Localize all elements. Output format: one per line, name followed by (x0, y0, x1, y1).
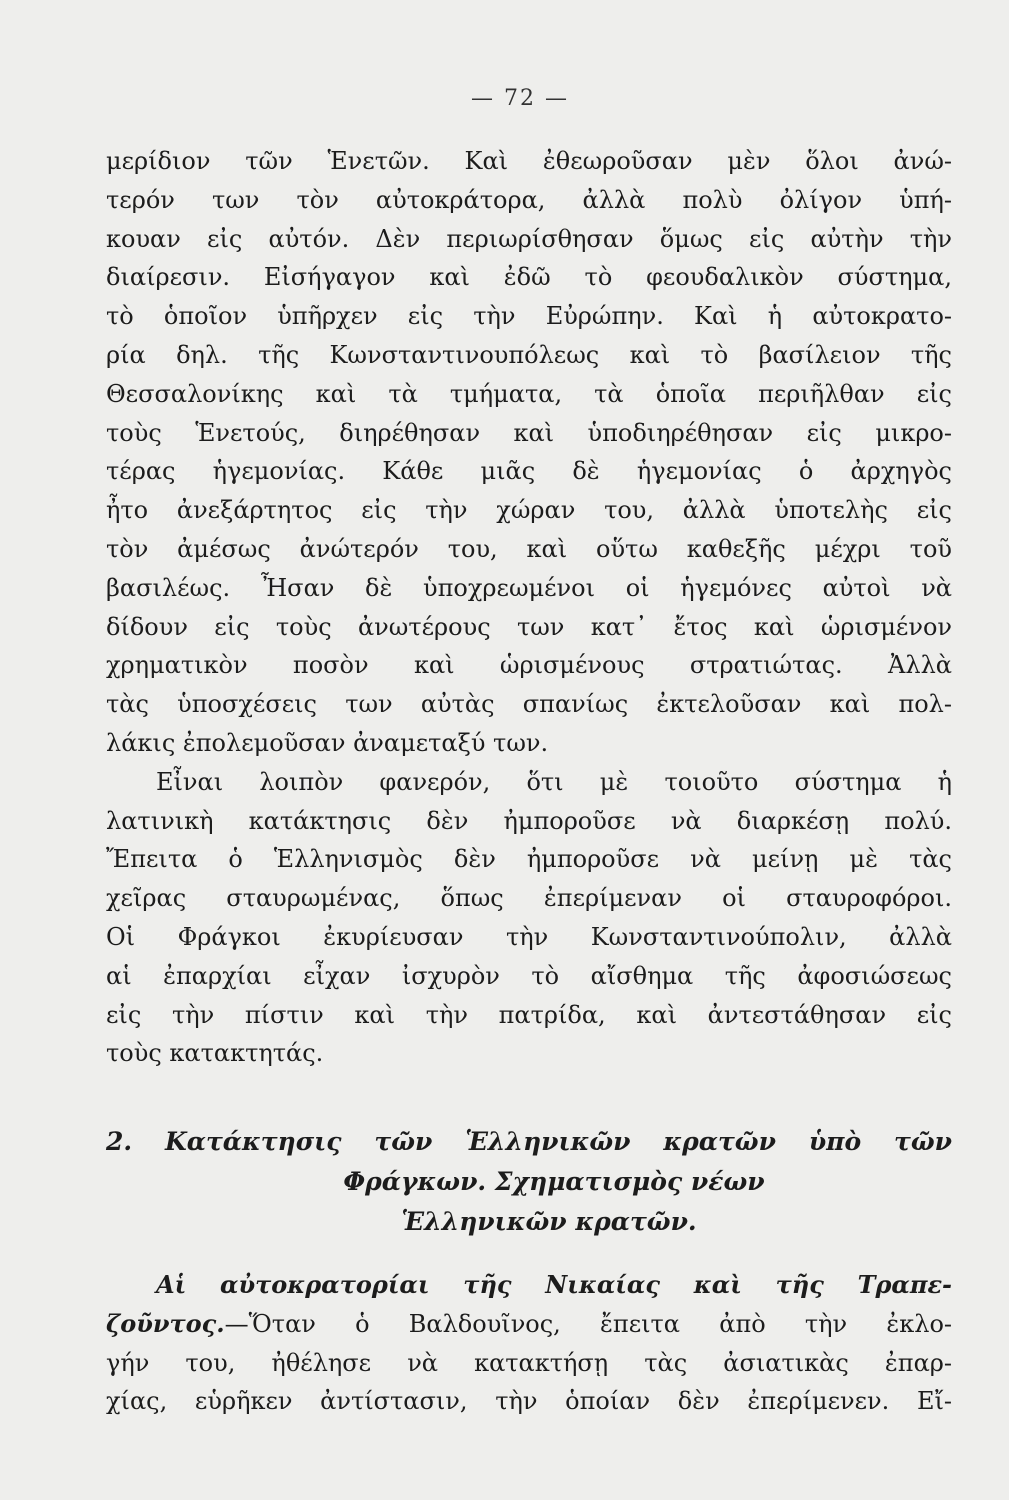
paragraph-1 (106, 142, 952, 763)
text-line: τὸ ὁποῖον ὑπῆρχεν εἰς τὴν Εὐρώπην. Καὶ ἡ αὐτοκρατο- (106, 302, 952, 331)
section-heading-line: Φράγκων. Σχηματισμὸς νέων (343, 1167, 765, 1196)
text-line: γήν του, ἠθέλησε νὰ κατακτήσῃ τὰς ἀσιατικὰς ἐπαρ- (106, 1348, 952, 1377)
text-line: χρηματικὸν ποσὸν καὶ ὡρισμένους στρατιώτας. Ἀλλὰ (106, 651, 952, 680)
page-number: — 72 — (471, 86, 569, 111)
text-line: τοὺς κατακτητάς. (106, 1039, 324, 1068)
sub-section-title: Αἱ αὐτοκρατορίαι τῆς Νικαίας καὶ τῆς Τραπε- (156, 1270, 952, 1299)
section-heading-line: 2. Κατάκτησις τῶν Ἑλληνικῶν κρατῶν ὑπὸ τῶν (106, 1127, 952, 1156)
text-line: τὰς ὑποσχέσεις των αὐτὰς σπανίως ἐκτελοῦσαν καὶ πολ- (106, 690, 952, 719)
text-line: λάκις ἐπολεμοῦσαν ἀναμεταξύ των. (106, 728, 549, 757)
text-line: χίας, εὑρῆκεν ἀντίστασιν, τὴν ὁποίαν δὲν ἐπερίμενεν. Εἴ- (106, 1387, 952, 1416)
text-line: ἦτο ἀνεξάρτητος εἰς τὴν χώραν του, ἀλλὰ ὑποτελὴς εἰς (106, 496, 952, 525)
text-line: τὸν ἀμέσως ἀνώτερόν του, καὶ οὕτω καθεξῆς μέχρι τοῦ (106, 534, 952, 563)
text-line: Ἔπειτα ὁ Ἑλληνισμὸς δὲν ἠμποροῦσε νὰ μείνῃ μὲ τὰς (106, 845, 952, 874)
text-line: εἰς τὴν πίστιν καὶ τὴν πατρίδα, καὶ ἀντεστάθησαν εἰς (106, 1000, 952, 1029)
text-line: τέρας ἡγεμονίας. Κάθε μιᾶς δὲ ἡγεμονίας ὁ ἀρχηγὸς (106, 457, 952, 486)
text-line (106, 1305, 952, 1344)
body-text (106, 142, 952, 1073)
sub-section-title-end: ζοῦντος. (106, 1308, 225, 1338)
text-line: αἱ ἐπαρχίαι εἶχαν ἰσχυρὸν τὸ αἴσθημα τῆς ἀφοσιώσεως (106, 961, 952, 990)
section-heading (106, 1122, 952, 1242)
sub-section (106, 1266, 952, 1421)
text-line: Εἶναι λοιπὸν φανερόν, ὅτι μὲ τοιοῦτο σύστημα ἡ (156, 767, 952, 796)
text-line: χεῖρας σταυρωμένας, ὅπως ἐπερίμεναν οἱ σταυροφόροι. (106, 884, 952, 913)
text-line: Οἱ Φράγκοι ἐκυρίευσαν τὴν Κωνσταντινούπολιν, ἀλλὰ (106, 922, 952, 951)
text-line: μερίδιον τῶν Ἑνετῶν. Καὶ ἐθεωροῦσαν μὲν ὅλοι ἀνώ- (106, 147, 952, 175)
text-line: δίδουν εἰς τοὺς ἀνωτέρους των κατ᾽ ἔτος καὶ ὡρισμένον (106, 612, 952, 641)
text-line: τερόν των τὸν αὐτοκράτορα, ἀλλὰ πολὺ ὀλίγον ὑπή- (106, 185, 952, 214)
paragraph-2 (106, 763, 952, 1073)
text-line: ρία δηλ. τῆς Κωνσταντινουπόλεως καὶ τὸ βασίλειον τῆς (106, 340, 952, 369)
text-run: —Ὅταν ὁ Βαλδουῖνος, ἔπειτα ἀπὸ τὴν ἐκλο- (224, 1309, 952, 1338)
section-heading-line: Ἑλληνικῶν κρατῶν. (401, 1207, 697, 1236)
text-line: βασιλέως. Ἦσαν δὲ ὑποχρεωμένοι οἱ ἡγεμόνες αὐτοὶ νὰ (106, 573, 952, 602)
text-line: διαίρεσιν. Εἰσήγαγον καὶ ἐδῶ τὸ φεουδαλικὸν σύστημα, (106, 263, 952, 292)
text-line: κουαν εἰς αὐτόν. Δὲν περιωρίσθησαν ὅμως εἰς αὐτὴν τὴν (106, 224, 952, 253)
text-line: τοὺς Ἑνετούς, διηρέθησαν καὶ ὑποδιηρέθησαν εἰς μικρο- (106, 418, 952, 447)
text-line: Θεσσαλονίκης καὶ τὰ τμήματα, τὰ ὁποῖα περιῆλθαν εἰς (106, 379, 952, 408)
text-line: λατινικὴ κατάκτησις δὲν ἠμποροῦσε νὰ διαρκέσῃ πολύ. (106, 806, 952, 835)
